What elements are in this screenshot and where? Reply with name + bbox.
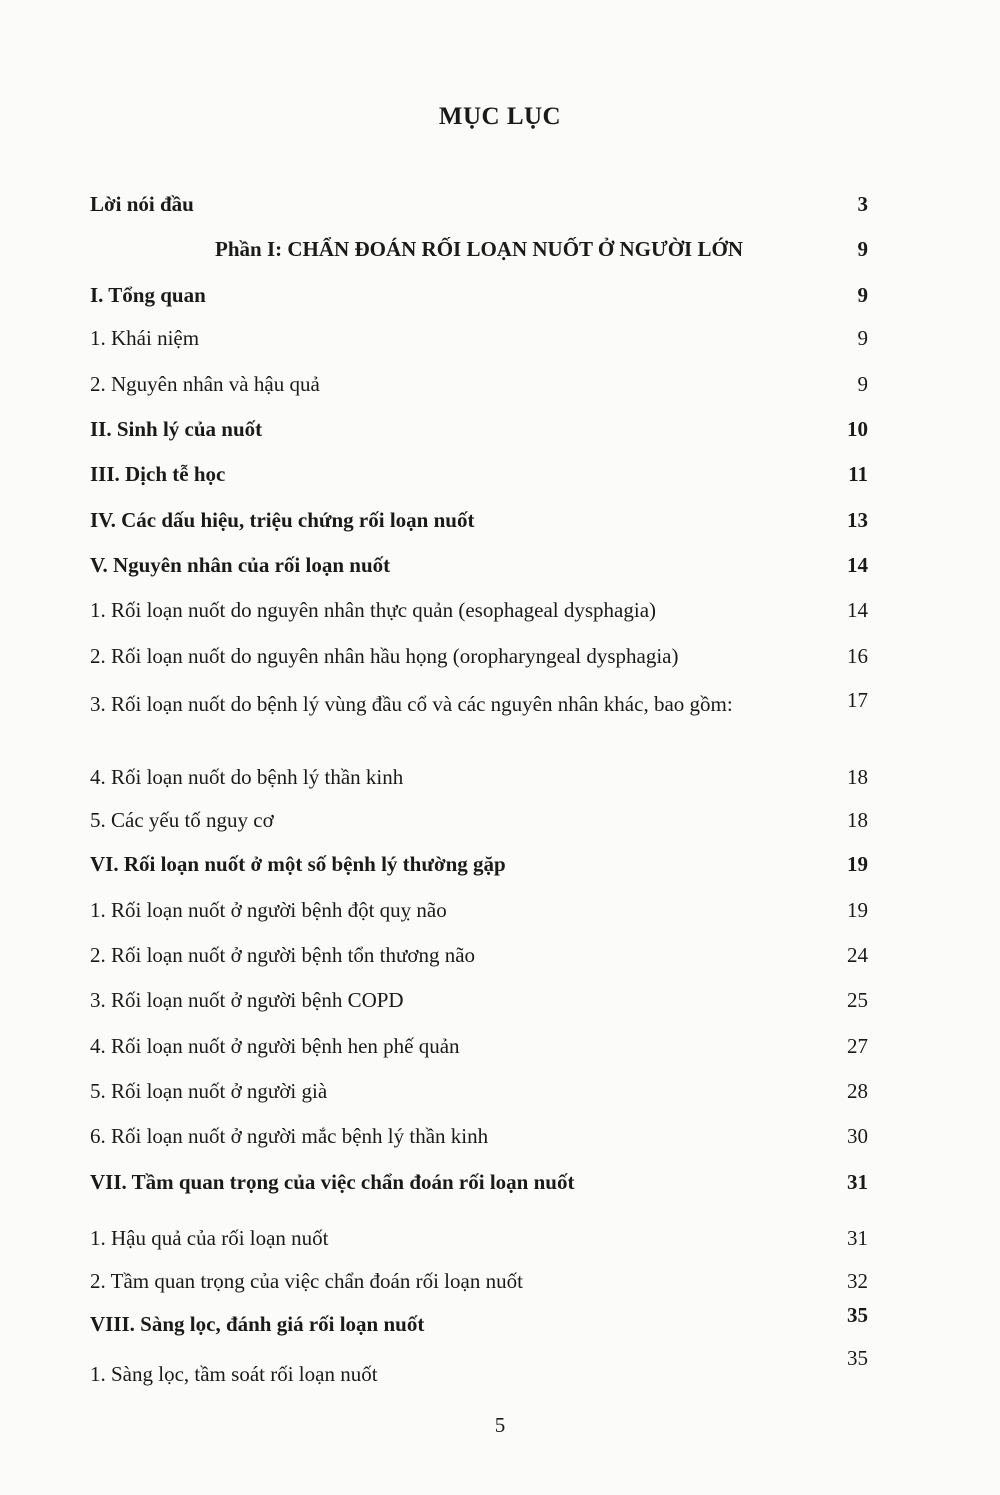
page-folio: 5	[494, 1413, 506, 1437]
toc-entry: 2. Rối loạn nuốt ở người bệnh tổn thương não 24	[90, 943, 868, 967]
toc-entry: IV. Các dấu hiệu, triệu chứng rối loạn nuốt 13	[90, 508, 868, 532]
page-number: 9	[857, 283, 868, 307]
toc-entry: 1. Sàng lọc, tầm soát rối loạn nuốt 35	[90, 1346, 868, 1386]
toc-entry: 4. Rối loạn nuốt do bệnh lý thần kinh 18	[90, 765, 868, 789]
toc-entry: 1. Rối loạn nuốt do nguyên nhân thực quản (esophageal dysphagia) 14	[90, 598, 868, 622]
toc-entry: I. Tổng quan 9	[90, 283, 868, 307]
page-number: 25	[847, 988, 868, 1012]
toc-entry: III. Dịch tễ học 11	[90, 462, 868, 486]
page-number: 19	[847, 898, 868, 922]
toc-entry: VIII. Sàng lọc, đánh giá rối loạn nuốt 35	[90, 1303, 868, 1336]
toc-entry: 6. Rối loạn nuốt ở người mắc bệnh lý thần kinh 30	[90, 1124, 868, 1148]
toc-entry: 1. Khái niệm 9	[90, 326, 868, 350]
page-number: 19	[847, 852, 868, 876]
toc-entry: 5. Các yếu tố nguy cơ 18	[90, 808, 868, 832]
page-number: 17	[847, 688, 868, 712]
toc-entry: 1. Hậu quả của rối loạn nuốt 31	[90, 1226, 868, 1250]
toc-entry: V. Nguyên nhân của rối loạn nuốt 14	[90, 553, 868, 577]
toc-entry: 4. Rối loạn nuốt ở người bệnh hen phế quản 27	[90, 1034, 868, 1058]
page-number: 31	[847, 1170, 868, 1194]
toc-entry: 3. Rối loạn nuốt ở người bệnh COPD 25	[90, 988, 868, 1012]
toc-entry: 3. Rối loạn nuốt do bệnh lý vùng đầu cổ và các nguyên nhân khác, bao gồm: 17	[90, 687, 868, 721]
page-number: 31	[847, 1226, 868, 1250]
page-number: 11	[848, 462, 868, 486]
page-number: 30	[847, 1124, 868, 1148]
page-number: 27	[847, 1034, 868, 1058]
page-number: 35	[847, 1303, 868, 1327]
page-number: 9	[857, 237, 868, 261]
toc-entry: 1. Rối loạn nuốt ở người bệnh đột quỵ não 19	[90, 898, 868, 922]
toc-entry: Lời nói đầu 3	[90, 192, 868, 216]
page-number: 16	[847, 644, 868, 668]
page-title: MỤC LỤC	[438, 103, 562, 130]
toc-entry: 2. Rối loạn nuốt do nguyên nhân hầu họng (oropharyngeal dysphagia) 16	[90, 644, 868, 668]
page-number: 35	[847, 1346, 868, 1370]
toc-entry: 2. Tầm quan trọng của việc chẩn đoán rối loạn nuốt 32	[90, 1269, 868, 1293]
page-number: 28	[847, 1079, 868, 1103]
page-number: 9	[857, 372, 868, 396]
page-number: 14	[847, 553, 868, 577]
page-number: 32	[847, 1269, 868, 1293]
toc-entry: 5. Rối loạn nuốt ở người già 28	[90, 1079, 868, 1103]
toc-entry: II. Sinh lý của nuốt 10	[90, 417, 868, 441]
page-number: 24	[847, 943, 868, 967]
toc-entry: 2. Nguyên nhân và hậu quả 9	[90, 372, 868, 396]
page-number: 18	[847, 765, 868, 789]
page-number: 18	[847, 808, 868, 832]
toc-part-heading: Phần I: CHẨN ĐOÁN RỐI LOẠN NUỐT Ở NGƯỜI LỚN 9	[215, 237, 868, 261]
page-number: 3	[857, 192, 868, 216]
toc-entry: VI. Rối loạn nuốt ở một số bệnh lý thường gặp 19	[90, 852, 868, 876]
toc-entry: VII. Tầm quan trọng của việc chẩn đoán rối loạn nuốt 31	[90, 1170, 868, 1194]
page-number: 10	[847, 417, 868, 441]
page-number: 13	[847, 508, 868, 532]
page-number: 14	[847, 598, 868, 622]
page-number: 9	[857, 326, 868, 350]
